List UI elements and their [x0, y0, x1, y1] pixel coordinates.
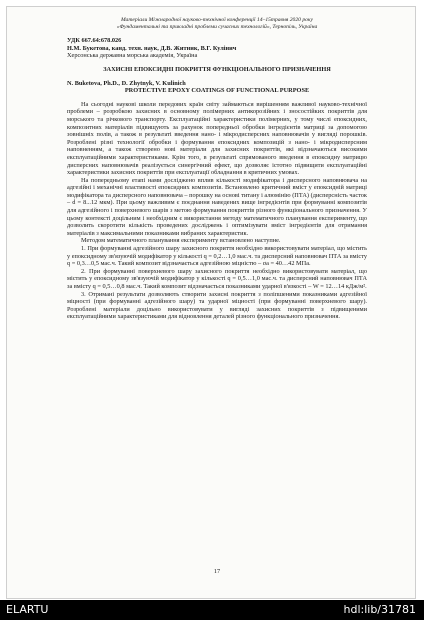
- udc-code: УДК 667.64:678.026: [67, 37, 122, 45]
- header-line-2: «Фундаментальні та прикладні проблеми сучасних технологій», Тернопіль, Україна: [116, 23, 318, 30]
- list-item-3: 3. Отримані результати дозволяють створити захисні покриття з поліпшеними показниками адгезійної міцності (при формуванні адгезійного шару) та ударної міцності (при формуванні поверхневого шару). Розроблені матеріали доцільно використовувати у вигляді захисних покриттів з підвищеними експлуатаційними характеристиками для відновлення деталей різного функціонального призначення.: [67, 290, 367, 321]
- authors-ua: Н.М. Букетова, канд. техн. наук, Д.В. Житник, В.Г. Кулінич: [67, 44, 237, 52]
- title-ua: ЗАХИСНІ ЕПОКСИДНІ ПОКРИТТЯ ФУНКЦІОНАЛЬНОГО ПРИЗНАЧЕННЯ: [103, 65, 331, 73]
- footer-repository-name: ELARTU: [6, 603, 49, 616]
- page-content: [67, 17, 368, 575]
- paragraph-intro: На сьогодні наукові школи передових країн світу займаються вирішенням важливої науково-технічної проблеми – розробкою захисних в основному полімерних антикорозійних і зносостійких покриттів для морського та річкового транспорту. Експлуатаційні характеристики полімерних, у тому числі епоксидних, композитних матеріалів підвищують за рахунок попередньої обробки інгредієнтів матриці за допомогою зовнішніх полів, а також в результаті введення нано- і мікродисперсних наповнювачів у вигляді порошків. Розроблені різні технології обробки і формування епоксидних композицій з нано- і мікродисперсним наповненням, а також створено нові матеріали для захисних покриттів, які відзначаються високими експлуатаційними характеристиками. Крім того, в результаті спрямованого введення в епоксидну матрицю дисперсних наповнювачів реалізується синергічний ефект, що дозволяє істотно підвищити експлуатаційні характеристики захисних покриттів при експлуатації обладнання в критичних умовах.: [67, 100, 367, 177]
- paragraph-previous-stage: На попередньому етапі нами досліджено вплив кількості модифікатора і дисперсного наповнювача на адгезійні і механічні властивості епоксидних композитів. Встановлено критичний вміст у епоксидній матриці модифікатора та дисперсного наповнювача – порошку на основі титану і алюмінію (ПТА) (дисперсність часток – d = 8...12 мкм). При цьому важливим є поєднання наведених вище інгредієнтів при формуванні композитів для адгезійного і поверхневого шарів з метою формування покриттів різного функціонального призначення. У цьому контексті доцільним і необхідним є використання методу математичного планування експерименту, що дозволить скоротити кількість проведених досліджень і оптимізувати вміст інгредієнтів для отримання матеріалів з максимальними показниками вибраних характеристик.: [67, 176, 367, 237]
- authors-en: N. Buketova, Ph.D., D. Zhytnyk, V. Kulinich: [67, 79, 186, 87]
- page-frame: [6, 6, 416, 599]
- affiliation: Херсонська державна морська академія, Україна: [67, 52, 198, 60]
- footer-handle-link[interactable]: hdl:lib/31781: [343, 603, 416, 616]
- list-item-2: 2. При формуванні поверхневого шару захисного покриття необхідно використовувати матеріал, що містить у епоксидному зв'язуючій модифікатор у кількості q = 0,5…1,0 мас.ч. та дисперсний наповнювач ПТА за вмісту q = 0,5…0,8 мас.ч. Такий композит відзначається показниками ударної в'язкості – W = 12…14 кДж/м².: [67, 267, 367, 290]
- list-item-1: 1. При формуванні адгезійного шару захисного покриття необхідно використовувати матеріал, що містить у епоксидному зв'язуючій модифікатор у кількості q = 0,2…1,0 мас.ч. та дисперсний наповнювач ПТА за вмісту q = 0,3…0,5 мас.ч. Такий композит відзначається адгезійною міцністю – σa = 40…42 МПа.: [67, 245, 368, 268]
- paragraph-method: Методом математичного планування експерименту встановлено наступне.: [81, 237, 281, 245]
- title-en: PROTECTIVE EPOXY COATINGS OF FUNCTIONAL PURPOSE: [124, 87, 310, 95]
- footer-bar: [0, 600, 424, 620]
- page-number: 17: [213, 568, 221, 575]
- conference-header: [67, 17, 367, 30]
- header-line-1: Матеріали Міжнародної науково-технічної конференції 14–15травня 2020 року: [120, 17, 314, 23]
